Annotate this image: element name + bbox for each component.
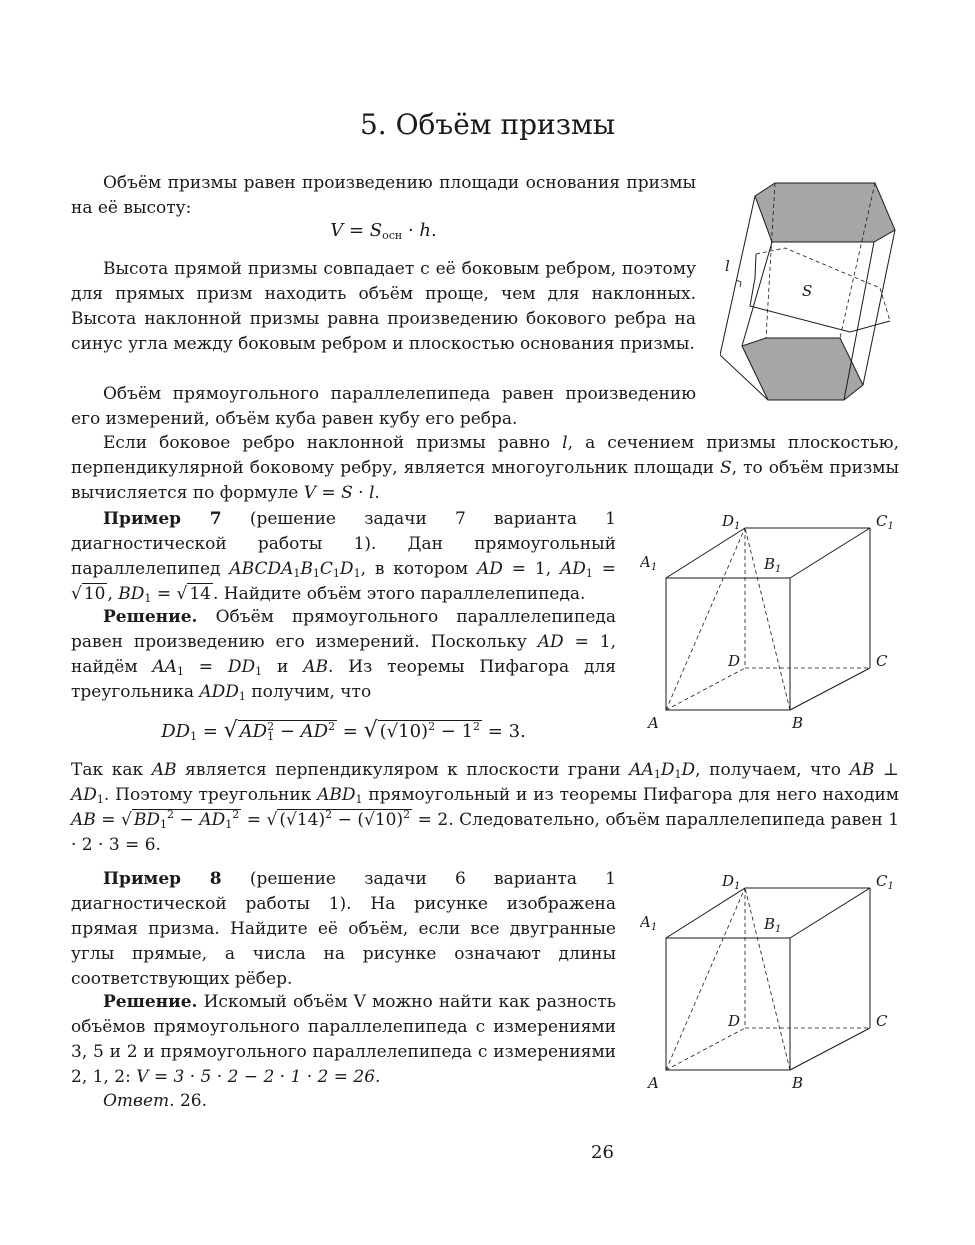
svg-text:C1: $C_1$ (876, 872, 894, 892)
svg-text:D1: $D_1$ (722, 512, 741, 532)
example8-statement: Пример 8 (решение задачи 6 варианта 1 диагностической работы 1). На рисунке изображена прямая призма. Найдите её объём, если все двугранные углы прямые, а числа на рисунке означают длины соответствующих рёбер. (71, 869, 617, 989)
prism-label-l: l (725, 257, 730, 275)
prism-label-S: S (802, 282, 813, 300)
svg-text:B1: $B_1$ (764, 915, 782, 935)
svg-text:B: B (792, 714, 804, 732)
box-paragraph: Объём прямоугольного параллелепипеда равен произведению его измерений, объём куба равен кубу его ребра. (71, 384, 696, 429)
example7-solution: Решение. Объём прямоугольного параллелепипеда равен произведению его измерений. Поскольку AD = 1, найдём $AA_1 = DD_1$ и AB. Из теоремы Пифагора для треугольника $ADD_1$ получим, что (71, 607, 617, 703)
example7-formula: $DD_1$ = √ $AD^2_1 - AD^2$ = √ $(√10)^2 - 1^2 = 3$. (161, 718, 526, 743)
cube-figure-2 (640, 870, 900, 1095)
svg-text:C: C (876, 652, 888, 670)
volume-formula: $V = S_{осн} \cdot h$. (330, 220, 437, 242)
cube-figure-1 (640, 510, 900, 735)
height-paragraph: Высота прямой призмы совпадает с её боковым ребром, поэтому для прямых призм находить объём проще, чем для наклонных. Высота наклонной призмы равна произведению бокового ребра на синус угла между боковым ребром и плоскостью основания призмы. (71, 259, 696, 354)
prism-figure (720, 178, 900, 408)
svg-text:A: A (648, 1074, 659, 1092)
prism-bottom-face (742, 338, 863, 400)
prism-top-face (755, 183, 895, 242)
svg-text:B: B (792, 1074, 804, 1092)
svg-text:D1: $D_1$ (722, 872, 741, 892)
svg-text:A1: $A_1$ (640, 913, 658, 933)
example8-answer: Ответ. 26. (103, 1091, 207, 1111)
svg-text:B1: $B_1$ (764, 555, 782, 575)
section-paragraph: Если боковое ребро наклонной призмы равно l, а сечением призмы плоскостью, перпендикулярной боковому ребру, является многоугольник площади S, то объём призмы вычисляется по формуле V = S · l. (71, 433, 899, 503)
svg-text:C: C (876, 1012, 888, 1030)
svg-text:C1: $C_1$ (876, 512, 894, 532)
svg-text:D: D (728, 652, 741, 670)
section-title: 5. Объём призмы (359, 108, 616, 141)
svg-text:A1: $A_1$ (640, 553, 658, 573)
example8-solution: Решение. Искомый объём V можно найти как разность объёмов прямоугольного параллелепипеда с измерениями 3, 5 и 2 и прямоугольного параллелепипеда с измерениями 2, 1, 2: V = 3 · 5 · 2 − 2 · 1 · 2 = 26. (71, 992, 616, 1087)
example7-statement: Пример 7 (решение задачи 7 варианта 1 диагностической работы 1). Дан прямоугольный параллелепипед $ABCDA_1B_1C_1D_1$, в котором AD = 1, $AD_1$ = √ 10 , $BD_1$ = √ 14 . Найдите объём этого параллелепипеда. (71, 509, 617, 605)
svg-text:D: D (728, 1012, 741, 1030)
intro-text: Объём призмы равен произведению площади основания призмы на её высоту: (71, 173, 696, 218)
example7-continuation: Так как AB является перпендикуляром к плоскости грани $AA_1D_1D$, получаем, что AB ⊥ $AD_1$. Поэтому треугольник $ABD_1$ прямоугольный и из теоремы Пифагора для него находим AB = √ $BD_1^2 - AD_1^2$ = √ $(√14)^2 - (√10)^2 = 2$. Следовательно, объём параллелепипеда равен 1 · 2 · 3 = 6. (71, 760, 900, 855)
svg-text:A: A (648, 714, 659, 732)
page-number: 26 (591, 1142, 614, 1163)
